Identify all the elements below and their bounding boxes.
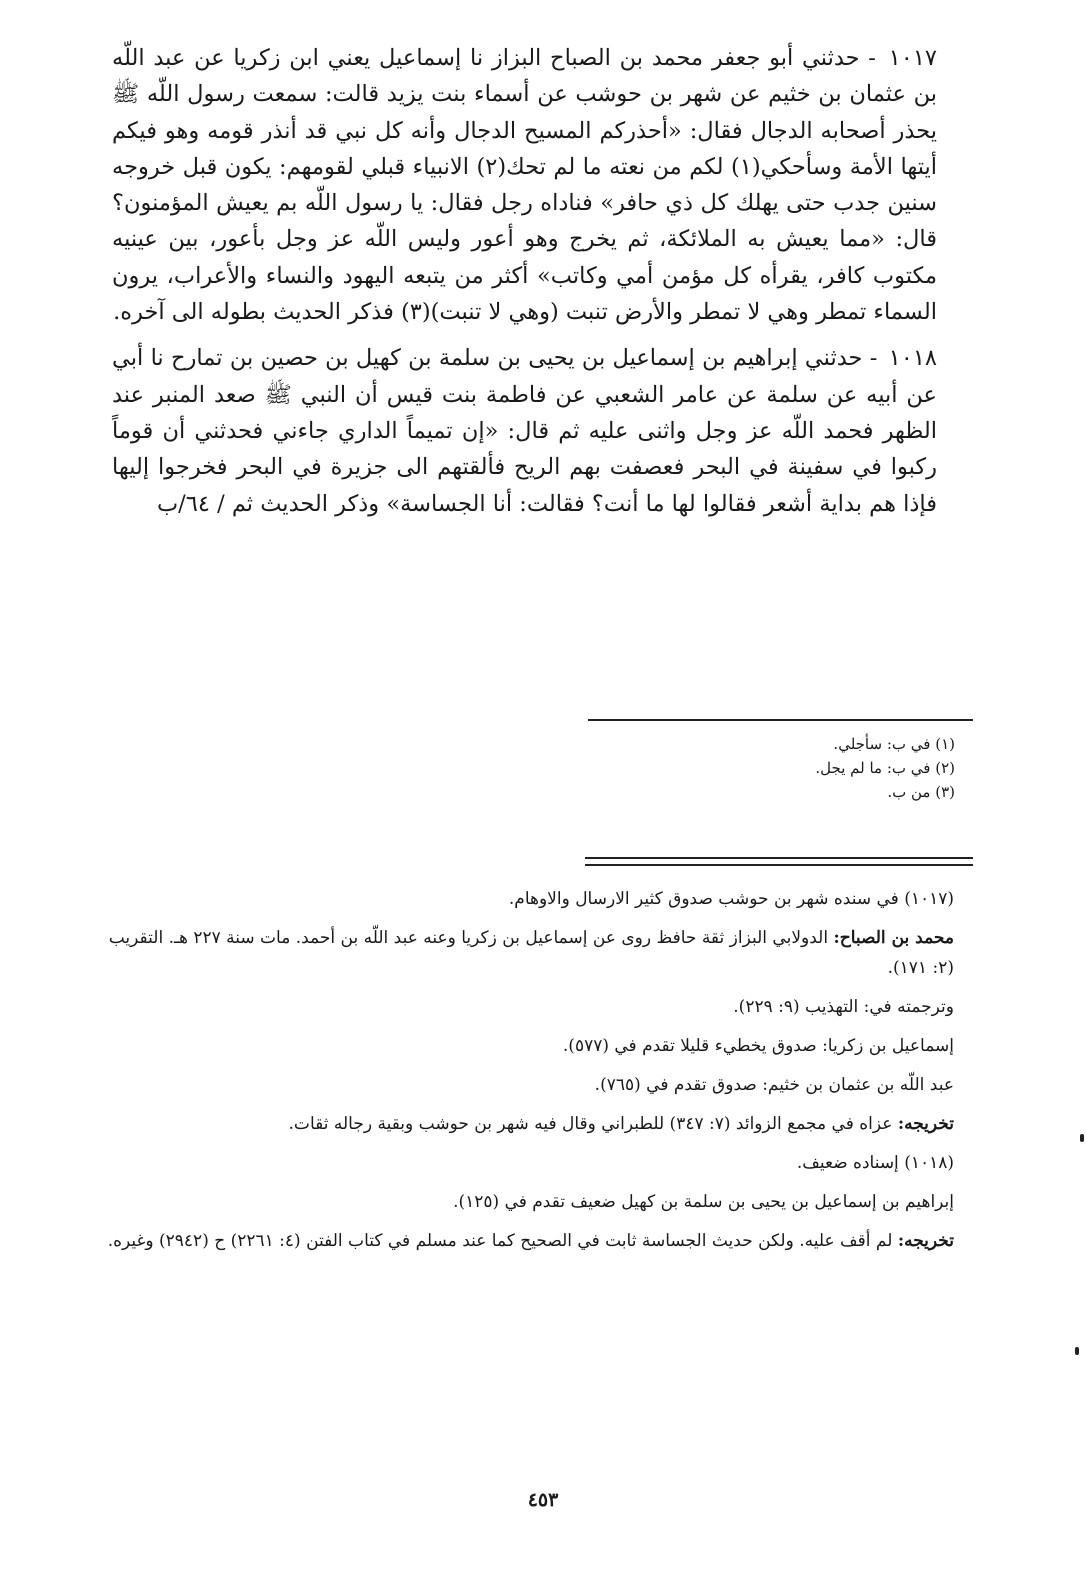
commentary-line xyxy=(104,923,954,983)
commentary-line: إبراهيم بن إسماعيل بن يحيى بن سلمة بن كهيل ضعيف تقدم في (١٢٥). xyxy=(453,1192,954,1212)
commentary-line xyxy=(104,1226,954,1256)
hadith-1017 xyxy=(112,40,937,330)
commentary-text: الدولابي البزاز ثقة حافظ روى عن إسماعيل بن زكريا وعنه عبد اللّه بن أحمد. مات سنة ٢٢٧ هـ. التقريب (٢: ١٧١). xyxy=(108,928,954,978)
commentary-line: (١٠١٧) في سنده شهر بن حوشب صدوق كثير الارسال والاوهام. xyxy=(508,889,954,909)
folio-marker: / ٦٤/ب xyxy=(157,490,225,517)
commentary-label: تخريجه: xyxy=(897,1231,954,1251)
commentary-line xyxy=(104,1109,954,1139)
footnote-item: (٢) في ب: ما لم يجل. xyxy=(815,759,955,777)
commentary-block xyxy=(104,884,954,1256)
hadith-text: - حدثني أبو جعفر محمد بن الصباح البزاز نا إسماعيل يعني ابن زكريا عن عبد اللّه بن عثمان بن خثيم عن شهر بن حوشب عن أسماء بنت يزيد قالت: سمعت رسول اللّه ﷺ يحذر أصحابه الدجال فقال: «أحذركم المسيح الدجال وأنه كل نبي قد أنذر قومه وهو فيكم أيتها الأمة وسأحكي(١) لكم من نعته ما لم تحك(٢) الانبياء قبلي لقومهم: يكون قبل خروجه سنين جدب حتى يهلك كل ذي حافر» فناداه رجل فقال: يا رسول اللّه بم يعيش المؤمنون؟ قال: «مما يعيش به الملائكة، ثم يخرج وهو أعور وليس اللّه عز وجل بأعور، بين عينيه مكتوب كافر، يقرأه كل مؤمن أمي وكاتب» أكثر من يتبعه اليهود والنساء والأعراب، يرون السماء تمطر وهي لا تمطر والأرض تنبت (وهي لا تنبت)(٣) فذكر الحديث بطوله الى آخره. xyxy=(112,45,938,326)
commentary-line: (١٠١٨) إسناده ضعيف. xyxy=(796,1153,954,1173)
commentary-text: عزاه في مجمع الزوائد (٧: ٣٤٧) للطبراني وقال فيه شهر بن حوشب وبقية رجاله ثقات. xyxy=(288,1114,893,1134)
hadith-1018 xyxy=(112,340,937,521)
commentary-label: محمد بن الصباح: xyxy=(833,928,954,948)
margin-speck xyxy=(1075,1347,1079,1355)
page-number: ٤٥٣ xyxy=(527,1489,559,1511)
commentary-label: تخريجه: xyxy=(897,1114,954,1134)
footnote-separator xyxy=(588,719,973,721)
hadith-text: - حدثني إبراهيم بن إسماعيل بن يحيى بن سلمة بن كهيل بن حصين بن تمارح نا أبي عن أبيه عن سلمة عن عامر الشعبي عن فاطمة بنت قيس أن النبي ﷺ صعد المنبر عند الظهر فحمد اللّه عز وجل واثنى عليه ثم قال: «إن تميماً الداري جاءني فحدثني أن قوماً ركبوا في سفينة في البحر فعصفت بهم الريح فألقتهم الى جزيرة في البحر فخرجوا إليها فإذا هم بداية أشعر فقالوا لها ما أنت؟ فقالت: أنا الجساسة» وذكر الحديث ثم xyxy=(112,345,937,517)
commentary-separator xyxy=(585,857,973,866)
commentary-line: عبد اللّه بن عثمان بن خثيم: صدوق تقدم في (٧٦٥). xyxy=(594,1075,954,1095)
hadith-number: ١٠١٨ xyxy=(888,345,937,372)
commentary-line: وترجمته في: التهذيب (٩: ٢٢٩). xyxy=(733,997,954,1017)
commentary-text: لم أقف عليه. ولكن حديث الجساسة ثابت في الصحيح كما عند مسلم في كتاب الفتن (٤: ٢٢٦١) ح (٢٩٤٢) وغيره. xyxy=(107,1231,893,1251)
footnote-item: (١) في ب: سأجلي. xyxy=(833,735,955,753)
variant-footnotes xyxy=(560,732,955,804)
footnote-item: (٣) من ب. xyxy=(887,783,955,801)
main-text-block xyxy=(112,40,937,522)
hadith-number: ١٠١٧ xyxy=(888,45,937,71)
margin-speck xyxy=(1080,1134,1084,1142)
commentary-line: إسماعيل بن زكريا: صدوق يخطيء قليلا تقدم في (٥٧٧). xyxy=(562,1036,954,1056)
